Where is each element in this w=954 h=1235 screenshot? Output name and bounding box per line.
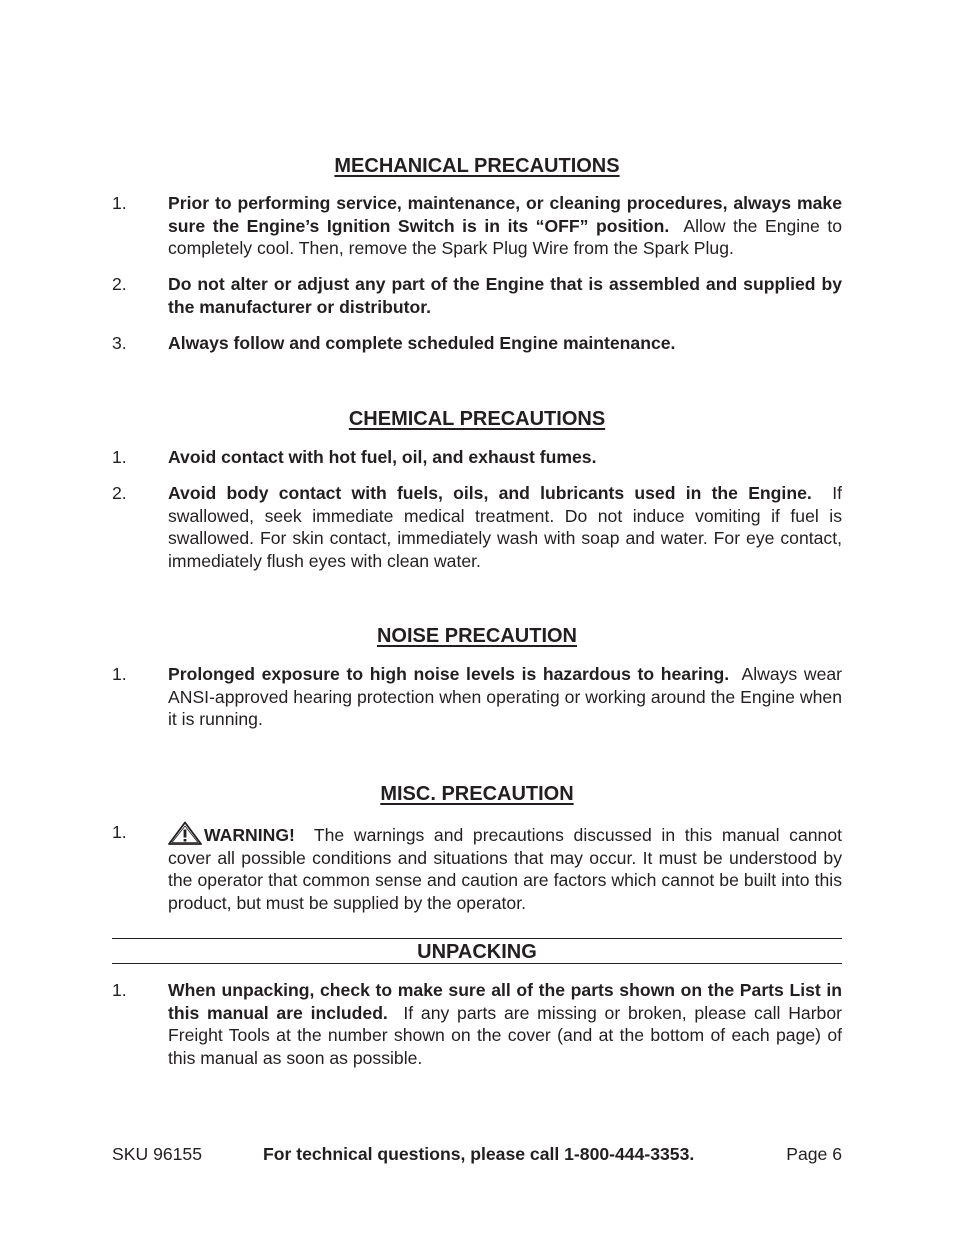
item-number: 2. bbox=[112, 483, 127, 503]
section-title-noise: NOISE PRECAUTION bbox=[376, 625, 578, 647]
warning-label: WARNING! bbox=[204, 825, 295, 845]
item-text: If any parts are missing or broken, please call Harbor Freight Tools at the number shown on the cover (and at the bottom of each page) of this manual as soon as possible. bbox=[168, 1002, 842, 1068]
divider-top bbox=[112, 938, 842, 939]
item-bold-text: Always follow and complete scheduled Engine maintenance. bbox=[168, 333, 676, 353]
item-text: The warnings and precautions discussed in this manual cannot cover all possible conditions and situations that may occur. It must be understood by the operator that common sense and caution are factors which cannot be built into this product, but must be supplied by the operator. bbox=[168, 825, 842, 913]
item-text: Allow the Engine to completely cool. Then, remove the Spark Plug Wire from the Spark Plug. bbox=[168, 215, 842, 258]
footer-sku: SKU 96155 bbox=[112, 1144, 202, 1164]
section-title-unpacking: UNPACKING bbox=[417, 941, 537, 963]
item-number: 1. bbox=[112, 980, 127, 1000]
item-bold-text: Prior to performing service, maintenance, or cleaning procedures, always make sure the Engine’s Ignition Switch is in its “OFF” position. bbox=[168, 193, 842, 236]
item-number: 1. bbox=[112, 664, 127, 684]
divider-bottom bbox=[112, 963, 842, 964]
item-bold-text: Do not alter or adjust any part of the Engine that is assembled and supplied by the manufacturer or distributor. bbox=[168, 274, 842, 317]
section-title-mechanical: MECHANICAL PRECAUTIONS bbox=[334, 155, 620, 177]
item-bold-text: When unpacking, check to make sure all of the parts shown on the Parts List in this manual are included. bbox=[168, 980, 842, 1023]
item-bold-text: Avoid contact with hot fuel, oil, and exhaust fumes. bbox=[168, 447, 597, 467]
warning-triangle-icon bbox=[168, 821, 202, 845]
item-bold-text: Avoid body contact with fuels, oils, and lubricants used in the Engine. bbox=[168, 483, 812, 503]
footer-tech-support: For technical questions, please call 1-800-444-3353. bbox=[263, 1144, 695, 1164]
item-number: 1. bbox=[112, 193, 127, 213]
item-text: If swallowed, seek immediate medical treatment. Do not induce vomiting if fuel is swallowed. For skin contact, immediately wash with soap and water. For eye contact, immediately flush eyes with clean water. bbox=[168, 483, 843, 571]
item-number: 1. bbox=[112, 447, 127, 467]
footer-page-number: Page 6 bbox=[786, 1144, 842, 1164]
item-bold-text: Prolonged exposure to high noise levels is hazardous to hearing. bbox=[168, 664, 730, 684]
item-number: 3. bbox=[112, 333, 127, 353]
item-number: 1. bbox=[112, 822, 127, 842]
section-title-chemical: CHEMICAL PRECAUTIONS bbox=[348, 408, 606, 430]
section-title-misc: MISC. PRECAUTION bbox=[380, 783, 574, 805]
item-number: 2. bbox=[112, 274, 127, 294]
item-text: Always wear ANSI-approved hearing protection when operating or working around the Engine when it is running. bbox=[168, 664, 842, 729]
